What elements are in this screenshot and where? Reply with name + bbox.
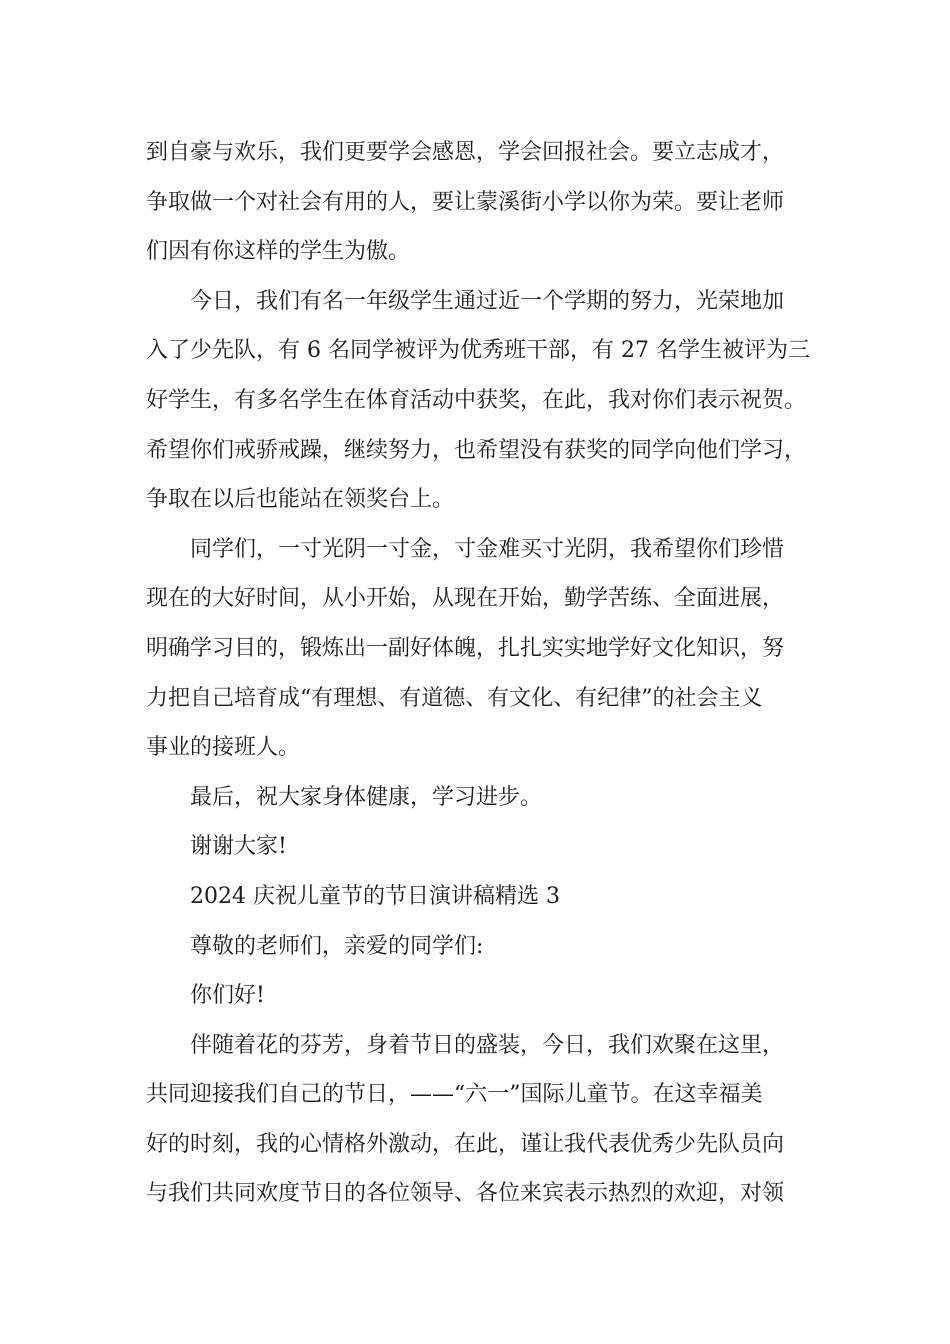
- text-line: 明确学习目的，锻炼出一副好体魄，扎扎实实地学好文化知识，努: [146, 635, 785, 661]
- text-line: 与我们共同欢度节日的各位领导、各位来宾表示热烈的欢迎，对领: [146, 1181, 785, 1207]
- text-line: 好的时刻，我的心情格外激动，在此，谨让我代表优秀少先队员向: [146, 1131, 785, 1157]
- text-line: 伴随着花的芬芳，身着节日的盛装，今日，我们欢聚在这里，: [190, 1032, 785, 1058]
- text-line: 希望你们戒骄戒躁，继续努力，也希望没有获奖的同学向他们学习，: [146, 437, 807, 463]
- text-line: 争取做一个对社会有用的人，要让蒙溪街小学以你为荣。要让老师: [146, 189, 785, 215]
- text-line: 同学们，一寸光阴一寸金，寸金难买寸光阴，我希望你们珍惜: [190, 536, 785, 562]
- text-line: 尊敬的老师们，亲爱的同学们:: [190, 933, 484, 959]
- text-line: 事业的接班人。: [146, 735, 301, 761]
- text-line: 现在的大好时间，从小开始，从现在开始，勤学苦练、全面进展，: [146, 586, 785, 612]
- text-line: 今日，我们有名一年级学生通过近一个学期的努力，光荣地加: [190, 288, 785, 314]
- text-line: 到自豪与欢乐，我们更要学会感恩，学会回报社会。要立志成才，: [146, 140, 785, 165]
- document-body: [146, 128, 826, 1219]
- text-line: 谢谢大家!: [190, 834, 287, 860]
- text-line: 好学生，有多名学生在体育活动中获奖，在此，我对你们表示祝贺。: [146, 387, 807, 413]
- text-line: 们因有你这样的学生为傲。: [146, 239, 411, 265]
- text-line: 力把自己培育成“有理想、有道德、有文化、有纪律”的社会主义: [146, 685, 763, 711]
- text-line: 你们好!: [190, 983, 265, 1009]
- text-line: 最后，祝大家身体健康，学习进步。: [190, 784, 543, 810]
- text-line: 2024 庆祝儿童节的节日演讲稿精选 3: [190, 883, 560, 909]
- text-line: 入了少先队，有 6 名同学被评为优秀班干部，有 27 名学生被评为三: [146, 338, 810, 364]
- text-line: 共同迎接我们自己的节日，——“六一”国际儿童节。在这幸福美: [146, 1082, 763, 1108]
- text-line: 争取在以后也能站在领奖台上。: [146, 487, 455, 513]
